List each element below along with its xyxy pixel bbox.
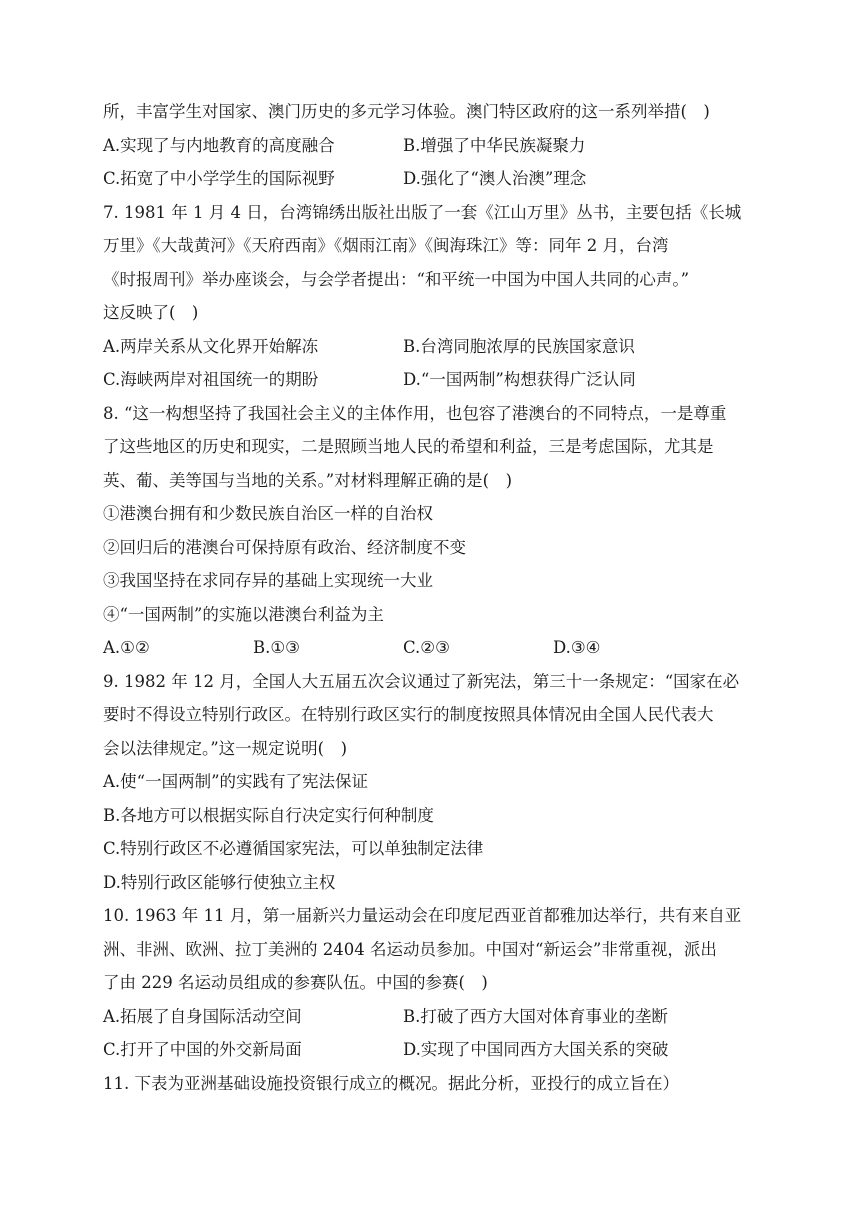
q7-option-b[interactable]: B.台湾同胞浓厚的民族国家意识 <box>403 336 635 356</box>
q9-stem-line2: 要时不得设立特别行政区。在特别行政区实行的制度按照具体情况由全国人民代表大 <box>103 705 714 724</box>
q8-statement-3: ③我国坚持在求同存异的基础上实现统一大业 <box>103 571 433 590</box>
q6-options-row1 <box>103 129 763 163</box>
q9-option-c[interactable]: C.特别行政区不必遵循国家宪法，可以单独制定法律 <box>103 839 484 858</box>
q8-statement-1: ①港澳台拥有和少数民族自治区一样的自治权 <box>103 504 433 523</box>
q8-option-a[interactable]: A.①② <box>103 638 150 657</box>
q8-statement-2: ②回归后的港澳台可保持原有政治、经济制度不变 <box>103 537 466 557</box>
q6-option-a[interactable]: A.实现了与内地教育的高度融合 <box>103 135 335 155</box>
q8-statement-4: ④“一国两制”的实施以港澳台利益为主 <box>103 604 384 624</box>
q10-stem-line3: 了由 229 名运动员组成的参赛队伍。中国的参赛( ) <box>103 973 488 992</box>
q11-stem-line1: 11. 下表为亚洲基础设施投资银行成立的概况。据此分析，亚投行的成立旨在） <box>103 1073 679 1093</box>
q6-option-b[interactable]: B.增强了中华民族凝聚力 <box>403 135 586 155</box>
q8-stem-line2: 了这些地区的历史和现实，二是照顾当地人民的希望和利益，三是考虑国际，尤其是 <box>103 437 714 456</box>
q9-stem-line1: 9. 1982 年 12 月，全国人大五届五次会议通过了新宪法，第三十一条规定：“国家在必 <box>103 671 740 691</box>
q9-option-b[interactable]: B.各地方可以根据实际自行决定实行何种制度 <box>103 805 434 825</box>
exam-page <box>103 95 763 1100</box>
q8-stem-line1: 8. “这一构想坚持了我国社会主义的主体作用，也包容了港澳台的不同特点，一是尊重 <box>103 403 727 423</box>
q8-option-d[interactable]: D.③④ <box>553 638 601 657</box>
q6-option-d[interactable]: D.强化了“澳人治澳”理念 <box>403 169 587 188</box>
q10-options-row1 <box>103 1000 763 1034</box>
q7-option-c[interactable]: C.海峡两岸对祖国统一的期盼 <box>103 370 319 389</box>
q10-stem-line1: 10. 1963 年 11 月，第一届新兴力量运动会在印度尼西亚首都雅加达举行，共有来自亚 <box>103 906 742 925</box>
q7-option-a[interactable]: A.两岸关系从文化界开始解冻 <box>103 336 319 356</box>
q10-option-c[interactable]: C.打开了中国的外交新局面 <box>103 1040 302 1059</box>
q8-option-c[interactable]: C.②③ <box>403 638 450 657</box>
q6-stem-continued: 所，丰富学生对国家、澳门历史的多元学习体验。澳门特区政府的这一系列举措( ) <box>103 102 710 121</box>
q7-stem-line1: 7. 1981 年 1 月 4 日，台湾锦绣出版社出版了一套《江山万里》丛书，主要包括《长城 <box>103 202 742 222</box>
q10-option-d[interactable]: D.实现了中国同西方大国关系的突破 <box>403 1040 669 1059</box>
q10-option-b[interactable]: B.打破了西方大国对体育事业的垄断 <box>403 1006 668 1026</box>
q7-option-d[interactable]: D.“一国两制”构想获得广泛认同 <box>403 370 636 389</box>
q7-options-row2 <box>103 363 763 397</box>
q8-stem-line3: 英、葡、美等国与当地的关系。”对材料理解正确的是( ) <box>103 470 513 490</box>
q7-stem-line2: 万里》《大哉黄河》《天府西南》《烟雨江南》《闽海珠江》等：同年 2 月，台湾 <box>103 236 669 255</box>
q9-stem-line3: 会以法律规定。”这一规定说明( ) <box>103 738 348 758</box>
q7-options-row1 <box>103 330 763 364</box>
q8-options-row <box>103 631 763 665</box>
q7-stem-line4: 这反映了( ) <box>103 303 199 322</box>
q10-stem-line2: 洲、非洲、欧洲、拉丁美洲的 2404 名运动员参加。中国对“新运会”非常重视，派出 <box>103 939 717 959</box>
q6-option-c[interactable]: C.拓宽了中小学学生的国际视野 <box>103 169 335 188</box>
q10-options-row2 <box>103 1033 763 1067</box>
q9-option-a[interactable]: A.使“一国两制”的实践有了宪法保证 <box>103 772 369 791</box>
q7-stem-line3: 《时报周刊》举办座谈会，与会学者提出：“和平统一中国为中国人共同的心声。” <box>103 269 690 289</box>
q10-option-a[interactable]: A.拓展了自身国际活动空间 <box>103 1006 302 1026</box>
q9-option-d[interactable]: D.特别行政区能够行使独立主权 <box>103 872 336 892</box>
q8-option-b[interactable]: B.①③ <box>253 638 300 657</box>
q6-options-row2 <box>103 162 763 196</box>
